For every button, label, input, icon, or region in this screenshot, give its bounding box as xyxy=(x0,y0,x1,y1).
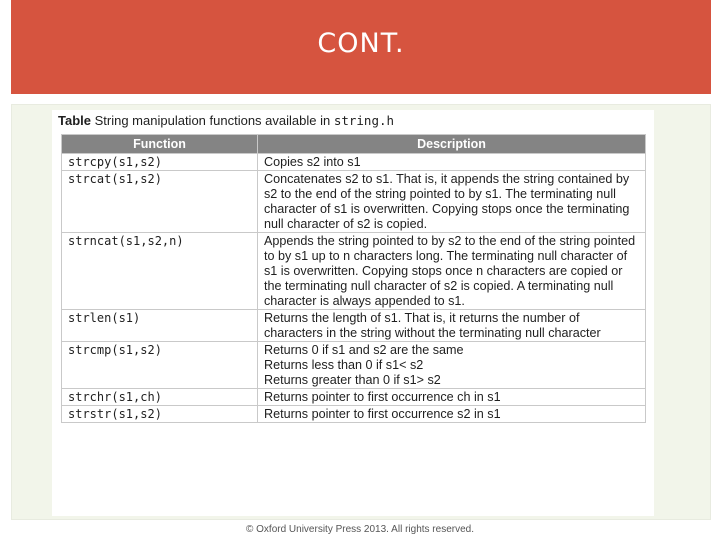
slide-title: CONT. xyxy=(317,28,405,59)
description-cell: Returns 0 if s1 and s2 are the same Returns less than 0 if s1< s2 Returns greater than 0 if s1> s2 xyxy=(258,342,646,389)
function-cell: strcat(s1,s2) xyxy=(62,171,258,233)
table-row xyxy=(62,389,646,406)
table-row xyxy=(62,171,646,233)
table-row xyxy=(62,310,646,342)
table-row xyxy=(62,154,646,171)
caption-label: Table xyxy=(58,113,91,128)
function-cell: strncat(s1,s2,n) xyxy=(62,233,258,310)
table-header-row xyxy=(62,135,646,154)
function-table xyxy=(61,134,646,423)
caption-text: String manipulation functions available in xyxy=(91,113,334,128)
function-cell: strchr(s1,ch) xyxy=(62,389,258,406)
description-cell: Returns the length of s1. That is, it returns the number of characters in the string without the terminating null character xyxy=(258,310,646,342)
function-cell: strlen(s1) xyxy=(62,310,258,342)
function-cell: strstr(s1,s2) xyxy=(62,406,258,423)
description-cell: Copies s2 into s1 xyxy=(258,154,646,171)
description-cell: Appends the string pointed to by s2 to the end of the string pointed to by s1 up to n characters long. The terminating null character of s1 is overwritten. Copying stops once n characters are copied or the terminating null character of s2 is copied. A terminating null character is always appended to s1. xyxy=(258,233,646,310)
table-row xyxy=(62,233,646,310)
description-cell: Returns pointer to first occurrence s2 in s1 xyxy=(258,406,646,423)
description-cell: Concatenates s2 to s1. That is, it appends the string contained by s2 to the end of the string pointed to by s1. The terminating null character of s1 is overwritten. Copying stops once the terminating null character of s2 is copied. xyxy=(258,171,646,233)
copyright-footer: © Oxford University Press 2013. All rights reserved. xyxy=(245,524,474,535)
table-row xyxy=(62,342,646,389)
function-cell: strcmp(s1,s2) xyxy=(62,342,258,389)
title-bar xyxy=(11,0,711,94)
function-cell: strcpy(s1,s2) xyxy=(62,154,258,171)
description-cell: Returns pointer to first occurrence ch in s1 xyxy=(258,389,646,406)
header-function: Function xyxy=(62,135,258,154)
table-figure xyxy=(52,110,654,516)
table-caption xyxy=(58,112,394,130)
caption-code: string.h xyxy=(333,113,395,128)
table-row xyxy=(62,406,646,423)
header-description: Description xyxy=(258,135,646,154)
